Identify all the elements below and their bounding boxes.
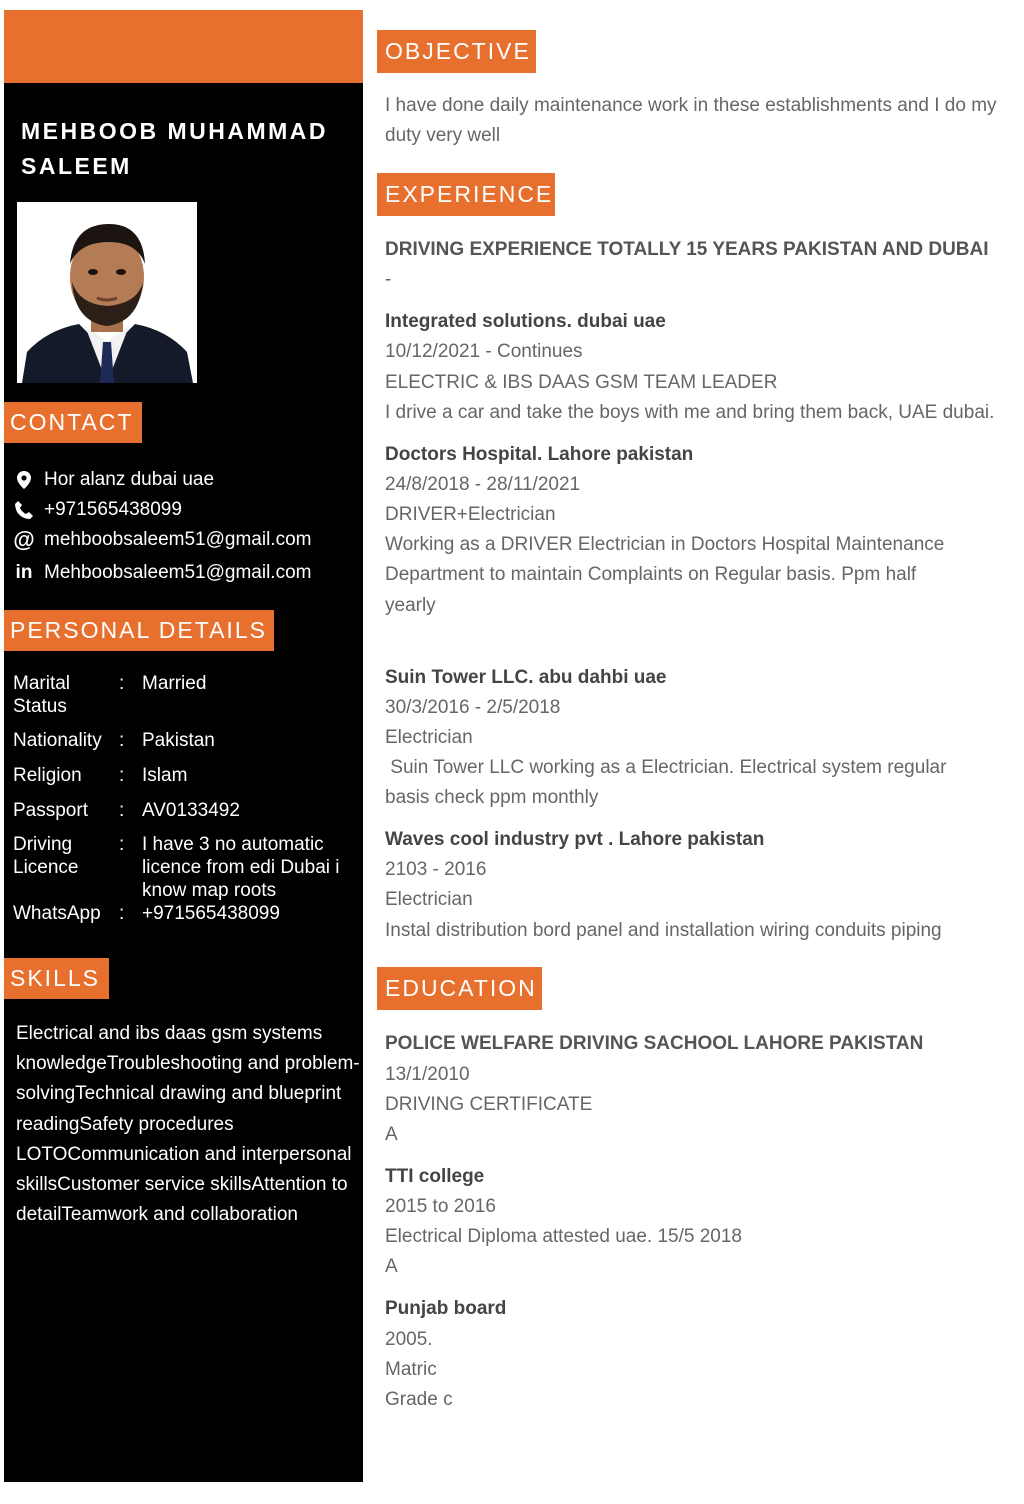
- education-dates: 2005.: [385, 1329, 433, 1350]
- job-dates: 2103 - 2016: [385, 859, 487, 880]
- profile-photo: [17, 202, 197, 383]
- job-company: Integrated solutions. dubai uae: [385, 311, 666, 332]
- education-school: Punjab board: [385, 1298, 507, 1319]
- personal-detail-row: [13, 764, 358, 787]
- detail-colon: :: [119, 673, 125, 694]
- education-heading: EDUCATION: [377, 967, 542, 1010]
- personal-detail-row: [13, 902, 358, 925]
- detail-value: AV0133492: [142, 800, 240, 821]
- job-role: Electrician: [385, 889, 473, 910]
- personal-detail-row: [13, 672, 358, 718]
- linkedin-link[interactable]: Mehboobsaleem51@gmail.com: [44, 562, 312, 583]
- experience-summary: DRIVING EXPERIENCE TOTALLY 15 YEARS PAKISTAN AND DUBAI: [385, 239, 989, 260]
- linkedin-icon: in: [15, 562, 33, 583]
- contact-linkedin: [12, 559, 311, 587]
- objective-heading: OBJECTIVE: [377, 30, 536, 73]
- detail-label: Religion: [13, 765, 82, 786]
- job-company: Suin Tower LLC. abu dahbi uae: [385, 667, 667, 688]
- job-description: Working as a DRIVER Electrician in Doctors Hospital Maintenance Department to maintain Complaints on Regular basis. Ppm half yearly: [385, 534, 945, 616]
- education-grade: Grade c: [385, 1389, 453, 1410]
- detail-value: Islam: [142, 765, 188, 786]
- education-school: TTI college: [385, 1166, 485, 1187]
- education-qualification: DRIVING CERTIFICATE: [385, 1094, 593, 1115]
- candidate-name: MEHBOOB MUHAMMAD SALEEM: [21, 118, 329, 179]
- contact-phone: [12, 496, 182, 524]
- job-dates: 10/12/2021 - Continues: [385, 341, 583, 362]
- job-role: DRIVER+Electrician: [385, 504, 556, 525]
- personal-detail-row: [13, 833, 358, 902]
- detail-colon: :: [119, 730, 125, 751]
- education-dates: 13/1/2010: [385, 1064, 470, 1085]
- experience-summary-dash: -: [385, 269, 392, 290]
- contact-email: [12, 526, 311, 554]
- phone-icon: [12, 499, 36, 521]
- skills-heading: SKILLS: [4, 958, 109, 999]
- at-sign-icon: @: [13, 527, 35, 552]
- job-role: ELECTRIC & IBS DAAS GSM TEAM LEADER: [385, 372, 778, 393]
- job-description: Suin Tower LLC working as a Electrician. Electrical system regular basis check ppm monthly: [385, 757, 952, 809]
- sidebar: [4, 10, 363, 1482]
- detail-colon: :: [119, 834, 125, 855]
- personal-detail-row: [13, 799, 358, 822]
- job-company: Doctors Hospital. Lahore pakistan: [385, 444, 694, 465]
- education-school: POLICE WELFARE DRIVING SACHOOL LAHORE PAKISTAN: [385, 1033, 924, 1054]
- location-pin-icon: [12, 469, 36, 491]
- job-description: Instal distribution bord panel and installation wiring conduits piping: [385, 920, 942, 941]
- phone-text[interactable]: +971565438099: [44, 499, 182, 520]
- detail-label: WhatsApp: [13, 903, 101, 924]
- job-company: Waves cool industry pvt . Lahore pakistan: [385, 829, 765, 850]
- education-qualification: Electrical Diploma attested uae. 15/5 2018: [385, 1226, 742, 1247]
- education-grade: A: [385, 1256, 398, 1277]
- education-grade: A: [385, 1124, 398, 1145]
- education-dates: 2015 to 2016: [385, 1196, 496, 1217]
- sidebar-accent-bar: [4, 10, 363, 83]
- contact-address: [12, 466, 214, 494]
- email-link[interactable]: mehboobsaleem51@gmail.com: [44, 529, 312, 550]
- personal-details-heading: PERSONAL DETAILS: [4, 610, 274, 651]
- contact-heading: CONTACT: [4, 402, 142, 443]
- detail-colon: :: [119, 903, 125, 924]
- detail-value: I have 3 no automatic licence from edi Dubai i know map roots: [142, 834, 340, 901]
- detail-value: Pakistan: [142, 730, 215, 751]
- detail-colon: :: [119, 765, 125, 786]
- detail-colon: :: [119, 800, 125, 821]
- personal-detail-row: [13, 729, 358, 752]
- detail-value: +971565438099: [142, 903, 280, 924]
- education-qualification: Matric: [385, 1359, 437, 1380]
- job-dates: 24/8/2018 - 28/11/2021: [385, 474, 581, 495]
- job-dates: 30/3/2016 - 2/5/2018: [385, 697, 561, 718]
- profile-photo-illustration: [17, 202, 197, 383]
- job-role: Electrician: [385, 727, 473, 748]
- address-text: Hor alanz dubai uae: [44, 469, 215, 490]
- detail-label: Passport: [13, 800, 88, 821]
- detail-label: Nationality: [13, 730, 102, 751]
- detail-label: Marital Status: [13, 673, 71, 717]
- detail-label: Driving Licence: [13, 834, 79, 878]
- job-description: I drive a car and take the boys with me and bring them back, UAE dubai.: [385, 402, 995, 423]
- detail-value: Married: [142, 673, 207, 694]
- experience-heading: EXPERIENCE: [377, 173, 555, 216]
- objective-text: I have done daily maintenance work in these establishments and I do my duty very well: [385, 95, 997, 147]
- skills-text: Electrical and ibs daas gsm systems knowledgeTroubleshooting and problem-solvingTechnical drawing and blueprint readingSafety procedures LOTOCommunication and interpersonal skillsCustomer service skillsAttention to detailTeamwork and collaboration: [16, 1023, 360, 1226]
